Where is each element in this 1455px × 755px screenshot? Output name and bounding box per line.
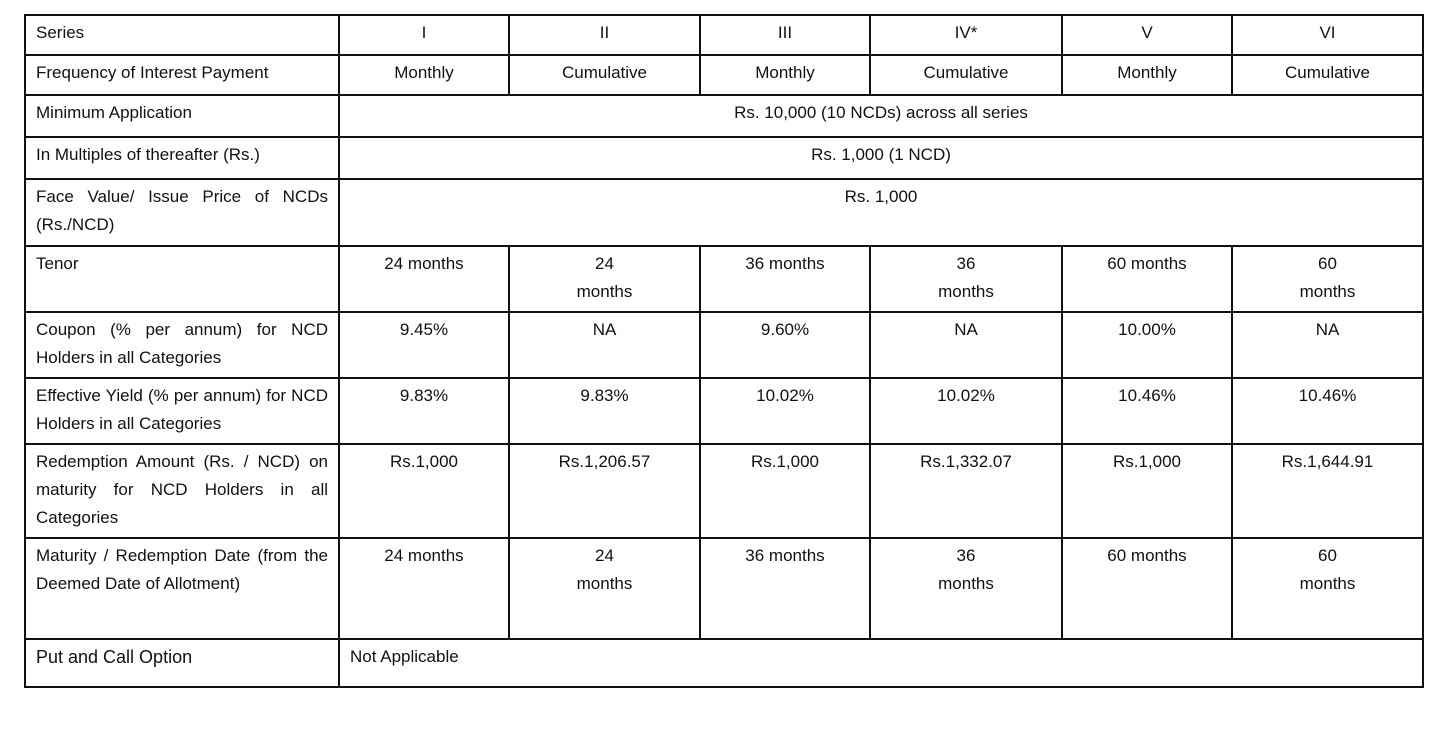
row-label: Redemption Amount (Rs. / NCD) on maturity for NCD Holders in all Categories	[25, 444, 339, 538]
row-label: In Multiples of thereafter (Rs.)	[25, 137, 339, 179]
row-label: Face Value/ Issue Price of NCDs (Rs./NCD)	[25, 179, 339, 246]
cell-text: 36 months	[938, 254, 994, 301]
row-series	[25, 15, 1423, 55]
table-cell: Rs.1,206.57	[509, 444, 700, 538]
row-effective-yield	[25, 378, 1423, 444]
row-label: Effective Yield (% per annum) for NCD Holders in all Categories	[25, 378, 339, 444]
row-multiples	[25, 137, 1423, 179]
table-cell: Rs.1,644.91	[1232, 444, 1423, 538]
row-minimum-application	[25, 95, 1423, 137]
row-tenor	[25, 246, 1423, 312]
cell-text: 36 months	[938, 546, 994, 593]
table-cell: 10.46%	[1062, 378, 1232, 444]
table-cell	[870, 246, 1062, 312]
table-cell: Rs.1,000	[700, 444, 870, 538]
table-cell: 10.02%	[700, 378, 870, 444]
row-label: Frequency of Interest Payment	[25, 55, 339, 95]
table-cell	[509, 246, 700, 312]
table-cell: 9.83%	[339, 378, 509, 444]
table-cell: NA	[870, 312, 1062, 378]
table-cell: 60 months	[1062, 538, 1232, 639]
table-cell: Rs.1,000	[1062, 444, 1232, 538]
row-frequency	[25, 55, 1423, 95]
cell-text: 60 months	[1299, 546, 1356, 593]
table-cell	[1232, 246, 1423, 312]
row-label: Minimum Application	[25, 95, 339, 137]
table-cell: 10.00%	[1062, 312, 1232, 378]
ncd-series-table	[24, 14, 1424, 688]
row-label: Series	[25, 15, 339, 55]
table-cell	[509, 538, 700, 639]
cell-text: 60 months	[1299, 254, 1356, 301]
table-cell: 24 months	[339, 246, 509, 312]
row-coupon	[25, 312, 1423, 378]
table-cell: Monthly	[700, 55, 870, 95]
table-cell: NA	[1232, 312, 1423, 378]
row-label: Maturity / Redemption Date (from the Deemed Date of Allotment)	[25, 538, 339, 639]
row-put-call	[25, 639, 1423, 687]
series-header: VI	[1232, 15, 1423, 55]
table-cell: 60 months	[1062, 246, 1232, 312]
row-redemption-amount	[25, 444, 1423, 538]
merged-value-cell: Rs. 10,000 (10 NCDs) across all series	[339, 95, 1423, 137]
table-cell: NA	[509, 312, 700, 378]
table-cell: 9.60%	[700, 312, 870, 378]
table-cell: Rs.1,000	[339, 444, 509, 538]
series-header: V	[1062, 15, 1232, 55]
row-maturity	[25, 538, 1423, 639]
row-label: Coupon (% per annum) for NCD Holders in all Categories	[25, 312, 339, 378]
table-cell: 10.46%	[1232, 378, 1423, 444]
table-cell: 9.45%	[339, 312, 509, 378]
table-cell: 36 months	[700, 246, 870, 312]
row-label: Put and Call Option	[25, 639, 339, 687]
table-cell: Cumulative	[1232, 55, 1423, 95]
table-cell	[870, 538, 1062, 639]
table-cell: Cumulative	[509, 55, 700, 95]
series-header: I	[339, 15, 509, 55]
table-cell: Rs.1,332.07	[870, 444, 1062, 538]
table-cell: Monthly	[1062, 55, 1232, 95]
merged-value-cell: Not Applicable	[339, 639, 1423, 687]
series-header: IV*	[870, 15, 1062, 55]
table-cell: 10.02%	[870, 378, 1062, 444]
table-cell: 36 months	[700, 538, 870, 639]
cell-text: 24 months	[576, 546, 633, 593]
series-header: III	[700, 15, 870, 55]
merged-value-cell: Rs. 1,000	[339, 179, 1423, 246]
table-cell: 9.83%	[509, 378, 700, 444]
table-cell: 24 months	[339, 538, 509, 639]
row-face-value	[25, 179, 1423, 246]
series-header: II	[509, 15, 700, 55]
table-cell	[1232, 538, 1423, 639]
table-cell: Cumulative	[870, 55, 1062, 95]
row-label: Tenor	[25, 246, 339, 312]
merged-value-cell: Rs. 1,000 (1 NCD)	[339, 137, 1423, 179]
cell-text: 24 months	[576, 254, 633, 301]
table-cell: Monthly	[339, 55, 509, 95]
